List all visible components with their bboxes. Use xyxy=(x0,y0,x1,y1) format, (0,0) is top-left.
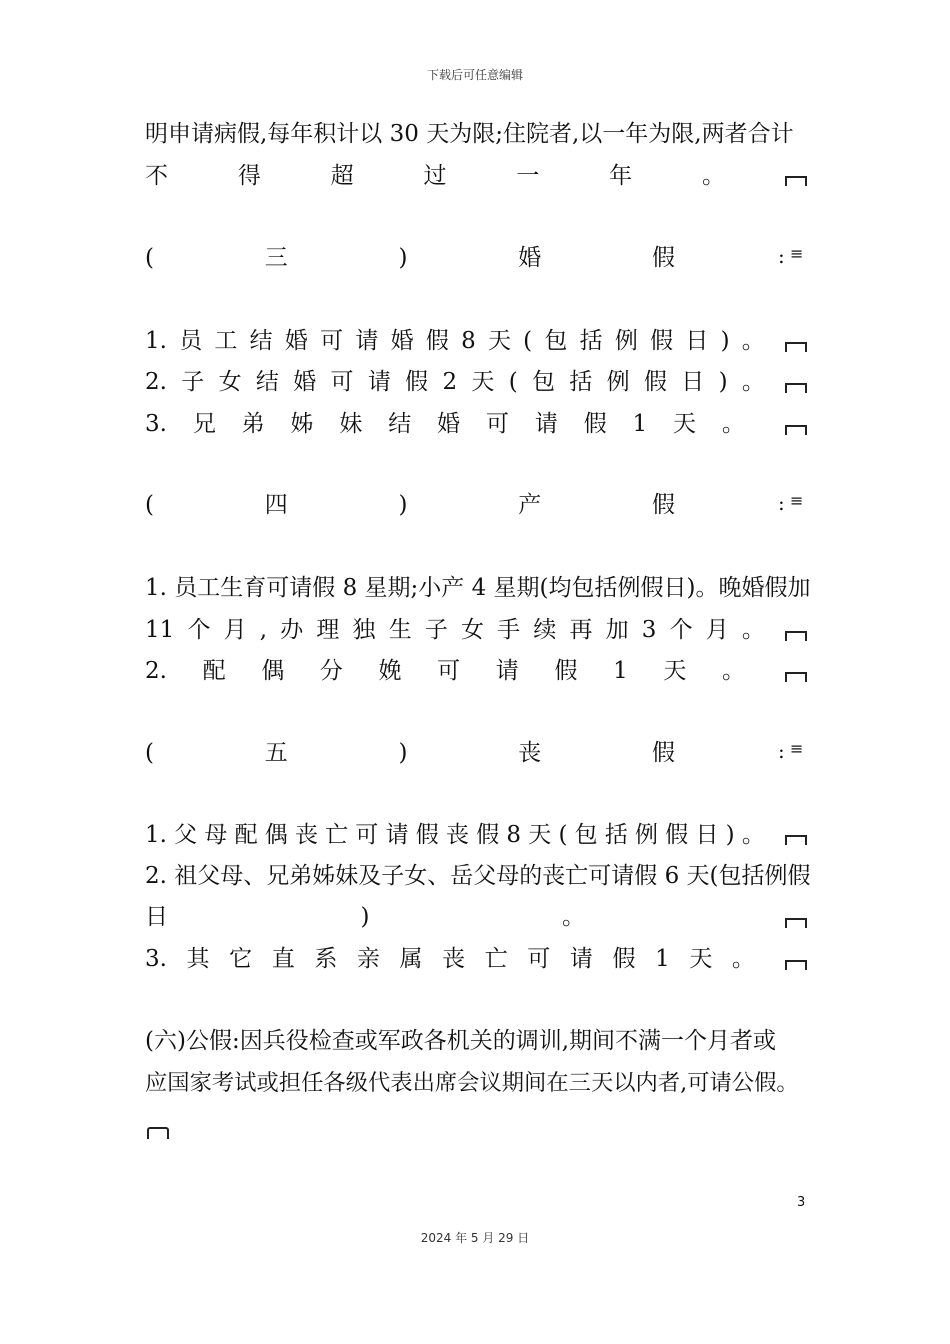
section-heading-bereavement xyxy=(145,737,675,769)
justified-glyph: 三 xyxy=(264,245,288,271)
paragraph-public-leave-cont: 应国家考试或担任各级代表出席会议期间在三天以内者,可请公假。 xyxy=(145,1070,799,1096)
justified-glyph: 包 xyxy=(544,328,568,354)
justified-glyph: 请 xyxy=(569,946,593,972)
paragraph-mark-icon xyxy=(785,672,807,682)
justified-glyph: 假 xyxy=(651,245,675,271)
justified-glyph: 月 xyxy=(705,617,729,643)
justified-glyph: 请 xyxy=(367,369,391,395)
list-item-bereavement-2: 2. 祖父母、兄弟姊妹及子女、岳父母的丧亡可请假 6 天(包括例假 xyxy=(145,863,811,889)
justified-glyph: 3. xyxy=(145,946,167,972)
justified-glyph: 。 xyxy=(741,822,765,848)
justified-glyph: 子 xyxy=(181,369,205,395)
justified-glyph: 女 xyxy=(218,369,242,395)
justified-glyph: 娩 xyxy=(378,658,402,684)
list-bullet-icon: ≡ xyxy=(790,739,804,758)
justified-glyph: 天 xyxy=(471,369,495,395)
justified-glyph: 姊 xyxy=(290,411,314,437)
justified-glyph: 例 xyxy=(614,328,638,354)
paragraph-mark-icon xyxy=(785,425,807,435)
justified-glyph: 括 xyxy=(604,822,628,848)
justified-glyph: 可 xyxy=(485,411,509,437)
justified-glyph: 2. xyxy=(145,658,167,684)
justified-glyph: 工 xyxy=(214,328,238,354)
justified-glyph: ( xyxy=(508,369,518,395)
justified-glyph: 天 xyxy=(673,411,697,437)
justified-glyph: 假 xyxy=(643,369,667,395)
list-item-bereavement-1 xyxy=(145,819,765,851)
justified-glyph: 婚 xyxy=(284,328,308,354)
justified-glyph: 。 xyxy=(722,658,745,684)
justified-glyph: 8 xyxy=(461,328,476,354)
justified-glyph: 过 xyxy=(423,163,447,189)
justified-glyph: 个 xyxy=(187,617,211,643)
page-number: 3 xyxy=(797,1195,806,1210)
justified-glyph: 日 xyxy=(681,369,705,395)
justified-glyph: 不 xyxy=(145,163,168,189)
section-heading-maternity xyxy=(145,489,675,521)
justified-glyph: 日 xyxy=(145,904,168,930)
justified-glyph: 偶 xyxy=(261,658,285,684)
justified-glyph: 兄 xyxy=(192,411,216,437)
page-footer-date: 2024 年 5 月 29 日 xyxy=(420,1231,530,1245)
justified-glyph: 可 xyxy=(527,946,551,972)
justified-glyph: 员 xyxy=(179,328,203,354)
justified-glyph: 假 xyxy=(665,822,689,848)
justified-glyph: 2. xyxy=(145,369,167,395)
list-item-marriage-2 xyxy=(145,366,765,398)
justified-glyph: 年 xyxy=(609,163,633,189)
justified-glyph: 配 xyxy=(234,822,258,848)
list-item-maternity-2 xyxy=(145,655,745,687)
justified-glyph: 丧 xyxy=(518,740,542,766)
justified-glyph: ( xyxy=(145,245,154,271)
justified-glyph: 亡 xyxy=(484,946,508,972)
heading-colon: : xyxy=(778,739,785,763)
justified-glyph: 1 xyxy=(613,658,628,684)
justified-glyph: 3 xyxy=(641,617,657,643)
justified-glyph: ) xyxy=(720,328,730,354)
heading-colon: : xyxy=(778,491,785,515)
justified-glyph: ) xyxy=(718,369,728,395)
list-item-marriage-1 xyxy=(145,325,765,357)
paragraph-line-justified xyxy=(145,160,725,192)
paragraph-line: 明申请病假,每年积计以 30 天为限;住院者,以一年为限,两者合计 xyxy=(145,121,794,147)
justified-glyph: 亡 xyxy=(325,822,349,848)
justified-glyph: 。 xyxy=(721,411,745,437)
justified-glyph: 可 xyxy=(320,328,344,354)
justified-glyph: 母 xyxy=(204,822,228,848)
justified-glyph: 包 xyxy=(574,822,598,848)
paragraph-mark-icon xyxy=(785,383,807,393)
paragraph-line-justified xyxy=(145,901,585,933)
justified-glyph: 婚 xyxy=(293,369,317,395)
justified-glyph: 3. xyxy=(145,411,167,437)
list-item-maternity-1: 1. 员工生育可请假 8 星期;小产 4 星期(均包括例假日)。晚婚假加 xyxy=(145,575,811,601)
justified-glyph: 弟 xyxy=(241,411,265,437)
justified-glyph: 一 xyxy=(516,163,540,189)
justified-glyph: 系 xyxy=(314,946,338,972)
justified-glyph: 假 xyxy=(554,658,578,684)
justified-glyph: ( xyxy=(145,492,154,518)
justified-glyph: 假 xyxy=(405,369,429,395)
justified-glyph: 1. xyxy=(145,822,167,848)
justified-glyph: 天 xyxy=(528,822,552,848)
justified-glyph: 例 xyxy=(635,822,659,848)
justified-glyph: 妹 xyxy=(339,411,363,437)
justified-glyph: 丧 xyxy=(445,822,469,848)
justified-glyph: 假 xyxy=(651,492,675,518)
justified-glyph: 直 xyxy=(271,946,295,972)
justified-glyph: 括 xyxy=(579,328,603,354)
justified-glyph: 假 xyxy=(425,328,449,354)
justified-glyph: 11 xyxy=(145,617,175,643)
justified-glyph: 理 xyxy=(316,617,340,643)
justified-glyph: ) xyxy=(398,492,408,518)
justified-glyph: ) xyxy=(398,245,408,271)
justified-glyph: 请 xyxy=(385,822,409,848)
justified-glyph: 配 xyxy=(202,658,226,684)
justified-glyph: 它 xyxy=(229,946,253,972)
paragraph-mark-icon xyxy=(785,176,807,186)
justified-glyph: 婚 xyxy=(390,328,414,354)
list-item-bereavement-3 xyxy=(145,943,755,975)
justified-glyph: 属 xyxy=(399,946,423,972)
justified-glyph: 父 xyxy=(174,822,198,848)
justified-glyph: 。 xyxy=(741,328,765,354)
justified-glyph: 五 xyxy=(264,740,288,766)
paragraph-mark-icon xyxy=(785,631,807,641)
justified-glyph: 天 xyxy=(689,946,713,972)
paragraph-mark-icon xyxy=(785,918,807,928)
paragraph-mark-icon xyxy=(147,1127,169,1139)
justified-glyph: 产 xyxy=(518,492,542,518)
justified-glyph: 可 xyxy=(355,822,379,848)
justified-glyph: 得 xyxy=(237,163,261,189)
justified-glyph: 。 xyxy=(731,946,755,972)
justified-glyph: 其 xyxy=(186,946,210,972)
justified-glyph: 可 xyxy=(330,369,354,395)
paragraph-mark-icon xyxy=(785,835,807,845)
list-bullet-icon: ≡ xyxy=(790,491,804,510)
justified-glyph: ) xyxy=(725,822,735,848)
justified-glyph: 独 xyxy=(352,617,376,643)
justified-glyph: 。 xyxy=(561,904,585,930)
justified-glyph: 婚 xyxy=(437,411,461,437)
justified-glyph: 包 xyxy=(532,369,556,395)
heading-colon: : xyxy=(778,244,785,268)
justified-glyph: 1 xyxy=(655,946,670,972)
justified-glyph: 结 xyxy=(249,328,273,354)
justified-glyph: 月 xyxy=(223,617,247,643)
justified-glyph: 四 xyxy=(264,492,288,518)
justified-glyph: 请 xyxy=(534,411,558,437)
section-heading-marriage xyxy=(145,242,675,274)
justified-glyph: 假 xyxy=(650,328,674,354)
justified-glyph: 。 xyxy=(701,163,725,189)
justified-glyph: ( xyxy=(523,328,533,354)
justified-glyph: 假 xyxy=(583,411,607,437)
justified-glyph: 天 xyxy=(487,328,511,354)
justified-glyph: 续 xyxy=(533,617,557,643)
paragraph-public-leave: (六)公假:因兵役检查或军政各机关的调训,期间不满一个月者或 xyxy=(145,1028,777,1054)
justified-glyph: 加 xyxy=(605,617,629,643)
justified-glyph: 丧 xyxy=(294,822,318,848)
justified-glyph: 1 xyxy=(632,411,648,437)
paragraph-mark-icon xyxy=(785,960,807,970)
justified-glyph: 丧 xyxy=(442,946,466,972)
justified-glyph: 例 xyxy=(606,369,630,395)
justified-glyph: 再 xyxy=(569,617,593,643)
justified-glyph: 个 xyxy=(669,617,693,643)
justified-glyph: ( xyxy=(558,822,568,848)
justified-glyph: 婚 xyxy=(518,245,542,271)
justified-glyph: 结 xyxy=(255,369,279,395)
justified-glyph: 2 xyxy=(442,369,458,395)
list-bullet-icon: ≡ xyxy=(790,244,804,263)
justified-glyph: 请 xyxy=(495,658,519,684)
justified-glyph: 请 xyxy=(355,328,379,354)
justified-glyph: 可 xyxy=(437,658,461,684)
justified-glyph: 超 xyxy=(330,163,354,189)
justified-glyph: 假 xyxy=(415,822,439,848)
justified-glyph: 亲 xyxy=(356,946,380,972)
justified-glyph: 。 xyxy=(741,617,765,643)
justified-glyph: 8 xyxy=(506,822,522,848)
justified-glyph: 日 xyxy=(685,328,709,354)
justified-glyph: 天 xyxy=(663,658,687,684)
justified-glyph: 女 xyxy=(461,617,484,643)
justified-glyph: ( xyxy=(145,740,154,766)
justified-glyph: 括 xyxy=(569,369,593,395)
justified-glyph: ) xyxy=(398,740,408,766)
justified-glyph: 假 xyxy=(476,822,500,848)
justified-glyph: 日 xyxy=(695,822,719,848)
justified-glyph: 分 xyxy=(319,658,343,684)
justified-glyph: 手 xyxy=(497,617,521,643)
paragraph-line-justified xyxy=(145,614,765,646)
list-item-marriage-3 xyxy=(145,408,745,440)
page-header: 下载后可任意编辑 xyxy=(426,68,523,82)
justified-glyph: ) xyxy=(360,904,370,930)
justified-glyph: 结 xyxy=(388,411,412,437)
justified-glyph: 假 xyxy=(612,946,636,972)
justified-glyph: 生 xyxy=(388,617,412,643)
justified-glyph: 偶 xyxy=(264,822,288,848)
justified-glyph: 。 xyxy=(741,369,765,395)
justified-glyph: 1. xyxy=(145,328,167,354)
paragraph-mark-icon xyxy=(785,342,807,352)
justified-glyph: 办 xyxy=(280,617,304,643)
justified-glyph: 假 xyxy=(651,740,675,766)
justified-glyph: , xyxy=(259,617,268,643)
justified-glyph: 子 xyxy=(424,617,448,643)
